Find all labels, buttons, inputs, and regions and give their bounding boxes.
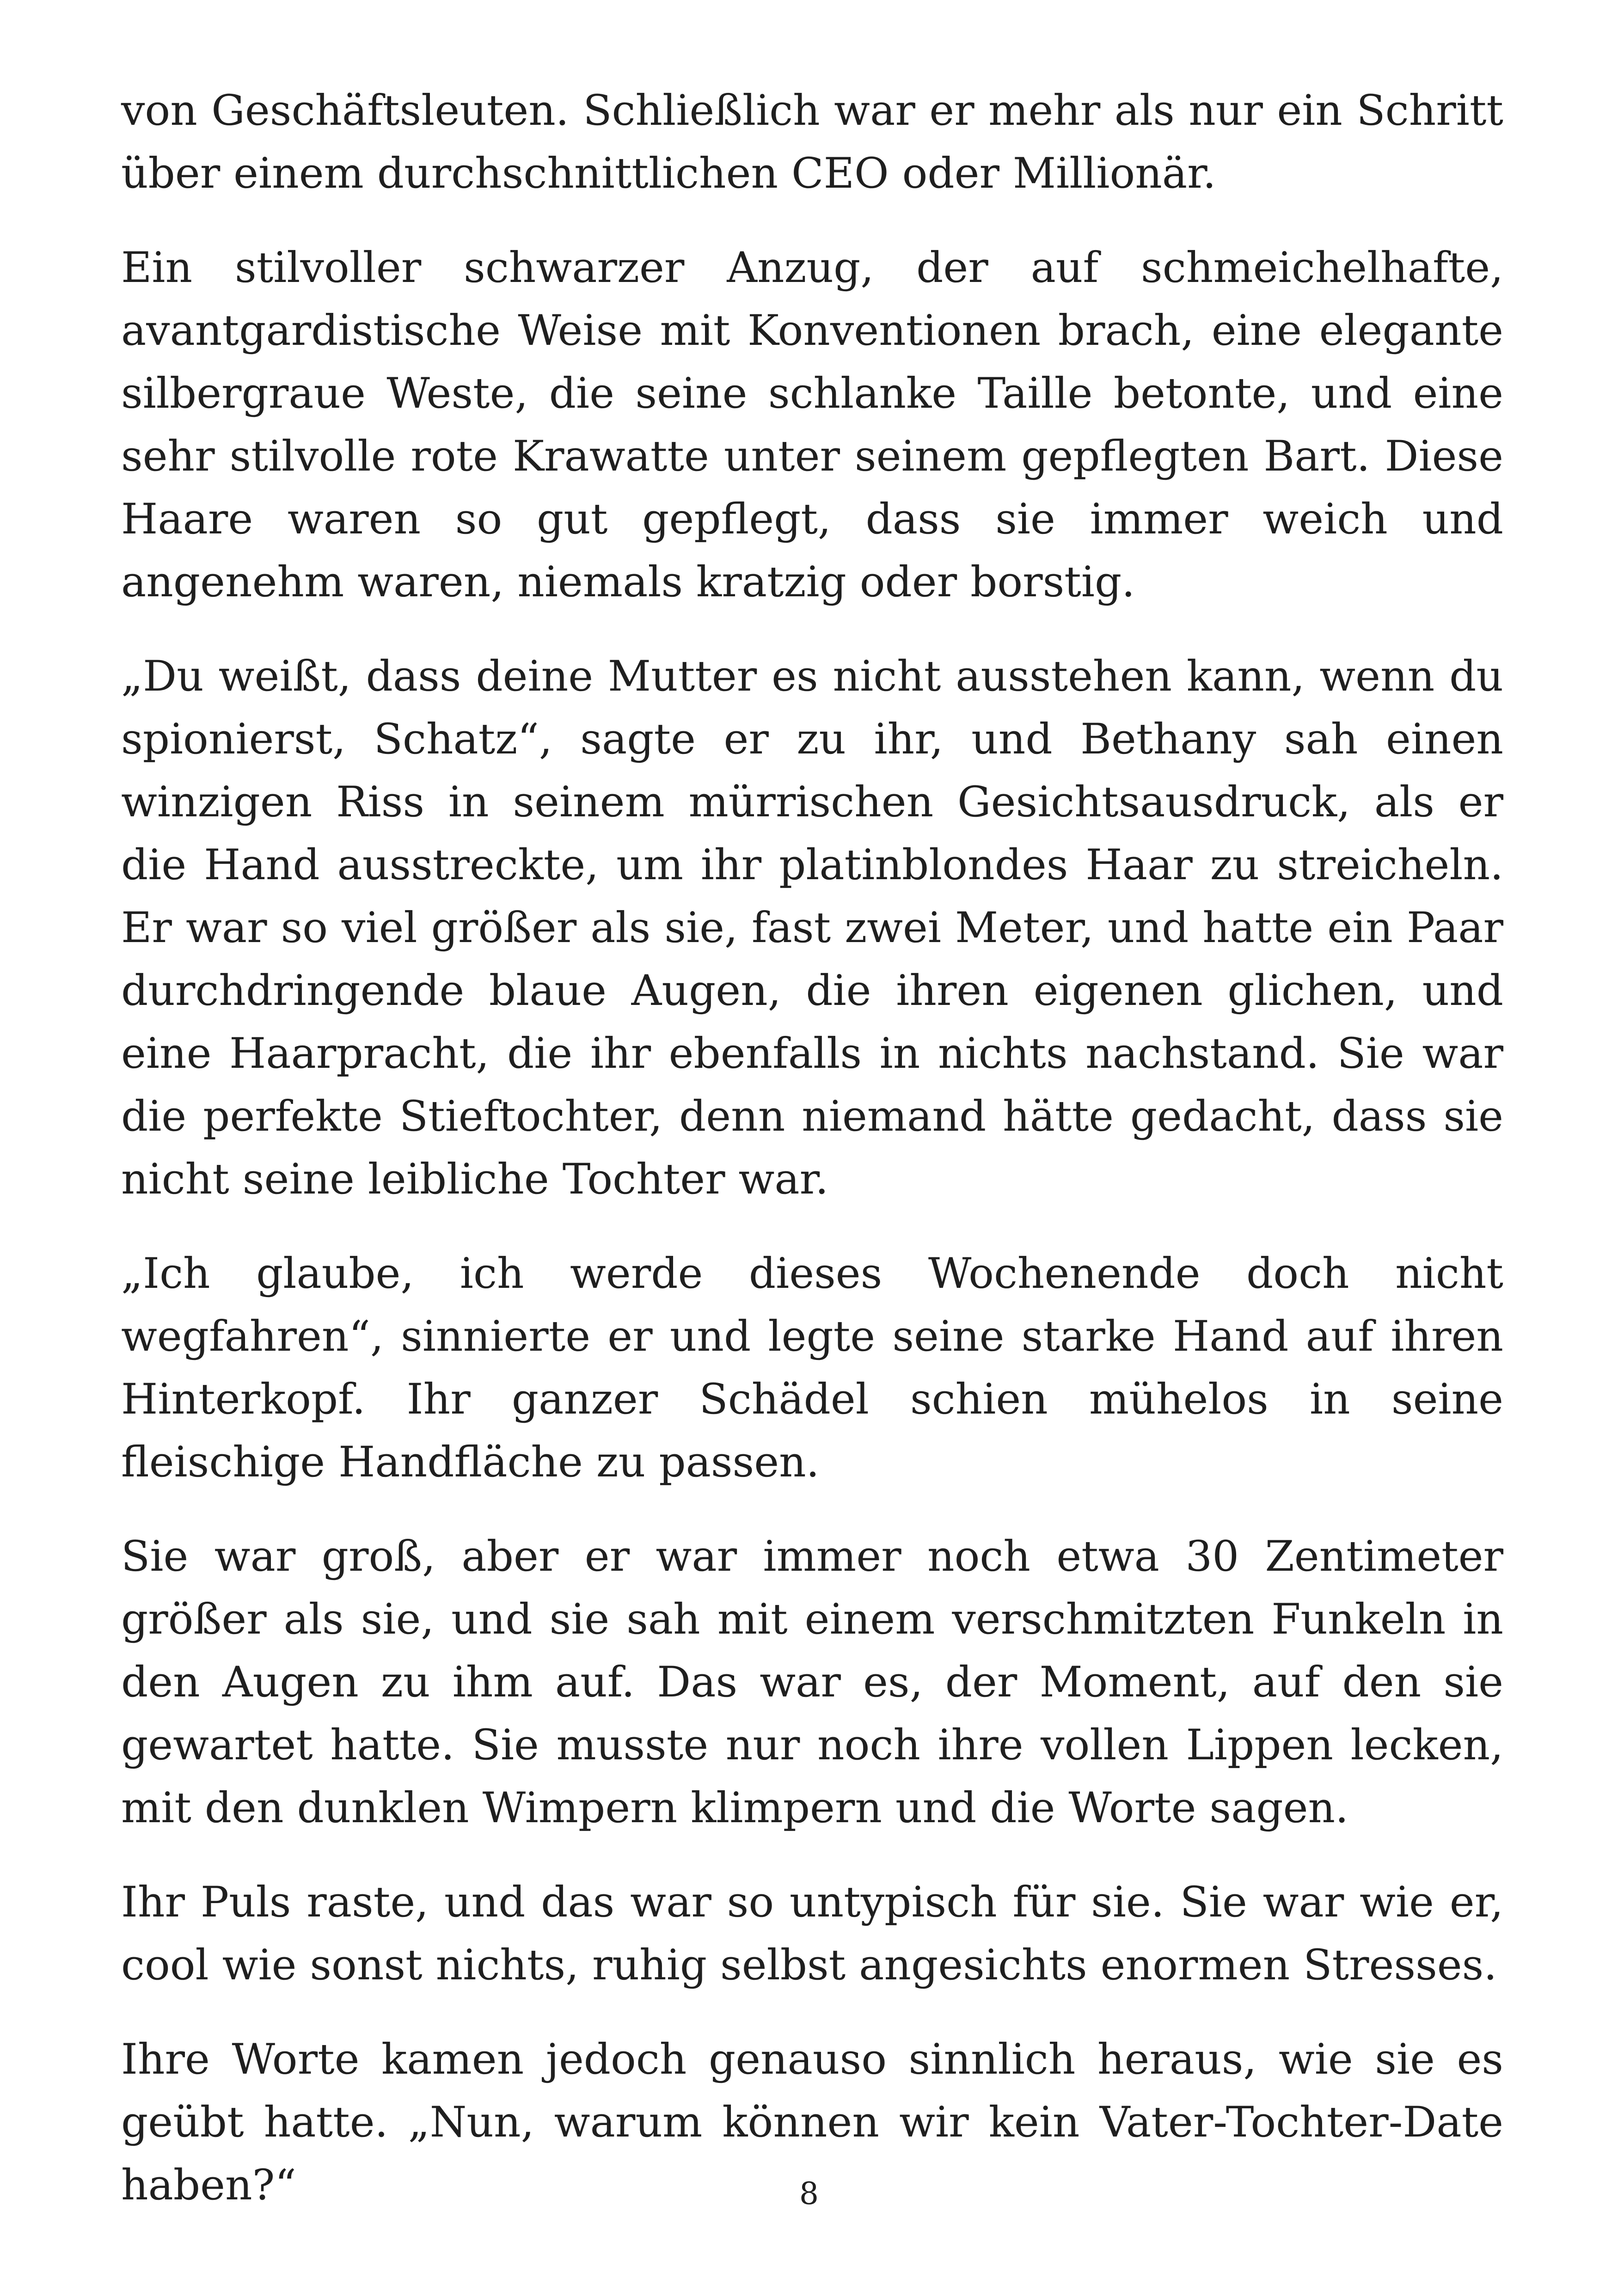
paragraph-1: von Geschäftsleuten. Schließlich war er mehr als nur ein Schritt über einem durchschnittlichen CEO oder Millionär. (121, 86, 1503, 198)
paragraph-2: Ein stilvoller schwarzer Anzug, der auf schmeichelhafte, avantgardistische Weise mit Konventionen brach, eine elegante silbergraue Weste, die seine schlanke Taille betonte, und eine sehr stilvolle rote Krawatte unter seinem gepflegten Bart. Diese Haare waren so gut gepflegt, dass sie immer weich und angenehm waren, niemals kratzig oder borstig. (121, 244, 1503, 606)
paragraph-5: Sie war groß, aber er war immer noch etwa 30 Zentimeter größer als sie, und sie sah mit einem verschmitzten Funkeln in den Augen zu ihm auf. Das war es, der Moment, auf den sie gewartet hatte. Sie musste nur noch ihre vollen Lippen lecken, mit den dunklen Wimpern klimpern und die Worte sagen. (121, 1532, 1503, 1832)
body-text (121, 80, 1503, 2217)
paragraph-6: Ihr Puls raste, und das war so untypisch für sie. Sie war wie er, cool wie sonst nichts, ruhig selbst angesichts enormen Stresses. (121, 1878, 1503, 1990)
paragraph-7: Ihre Worte kamen jedoch genauso sinnlich heraus, wie sie es geübt hatte. „Nun, warum können wir kein Vater-Tochter-Date haben?“ (121, 2035, 1503, 2210)
paragraph-4: „Ich glaube, ich werde dieses Wochenende doch nicht wegfahren“, sinnierte er und legte seine starke Hand auf ihren Hinterkopf. Ihr ganzer Schädel schien mühelos in seine fleischige Handfläche zu passen. (121, 1249, 1503, 1487)
paragraph-3: „Du weißt, dass deine Mutter es nicht ausstehen kann, wenn du spionierst, Schatz“, sagte er zu ihr, und Bethany sah einen winzigen Riss in seinem mürrischen Gesichtsausdruck, als er die Hand ausstreckte, um ihr platinblondes Haar zu streicheln. Er war so viel größer als sie, fast zwei Meter, und hatte ein Paar durchdringende blaue Augen, die ihren eigenen glichen, und eine Haarpracht, die ihr ebenfalls in nichts nachstand. Sie war die perfekte Stieftochter, denn niemand hätte gedacht, dass sie nicht seine leibliche Tochter war. (121, 652, 1503, 1204)
page-number: 8 (799, 2176, 819, 2211)
